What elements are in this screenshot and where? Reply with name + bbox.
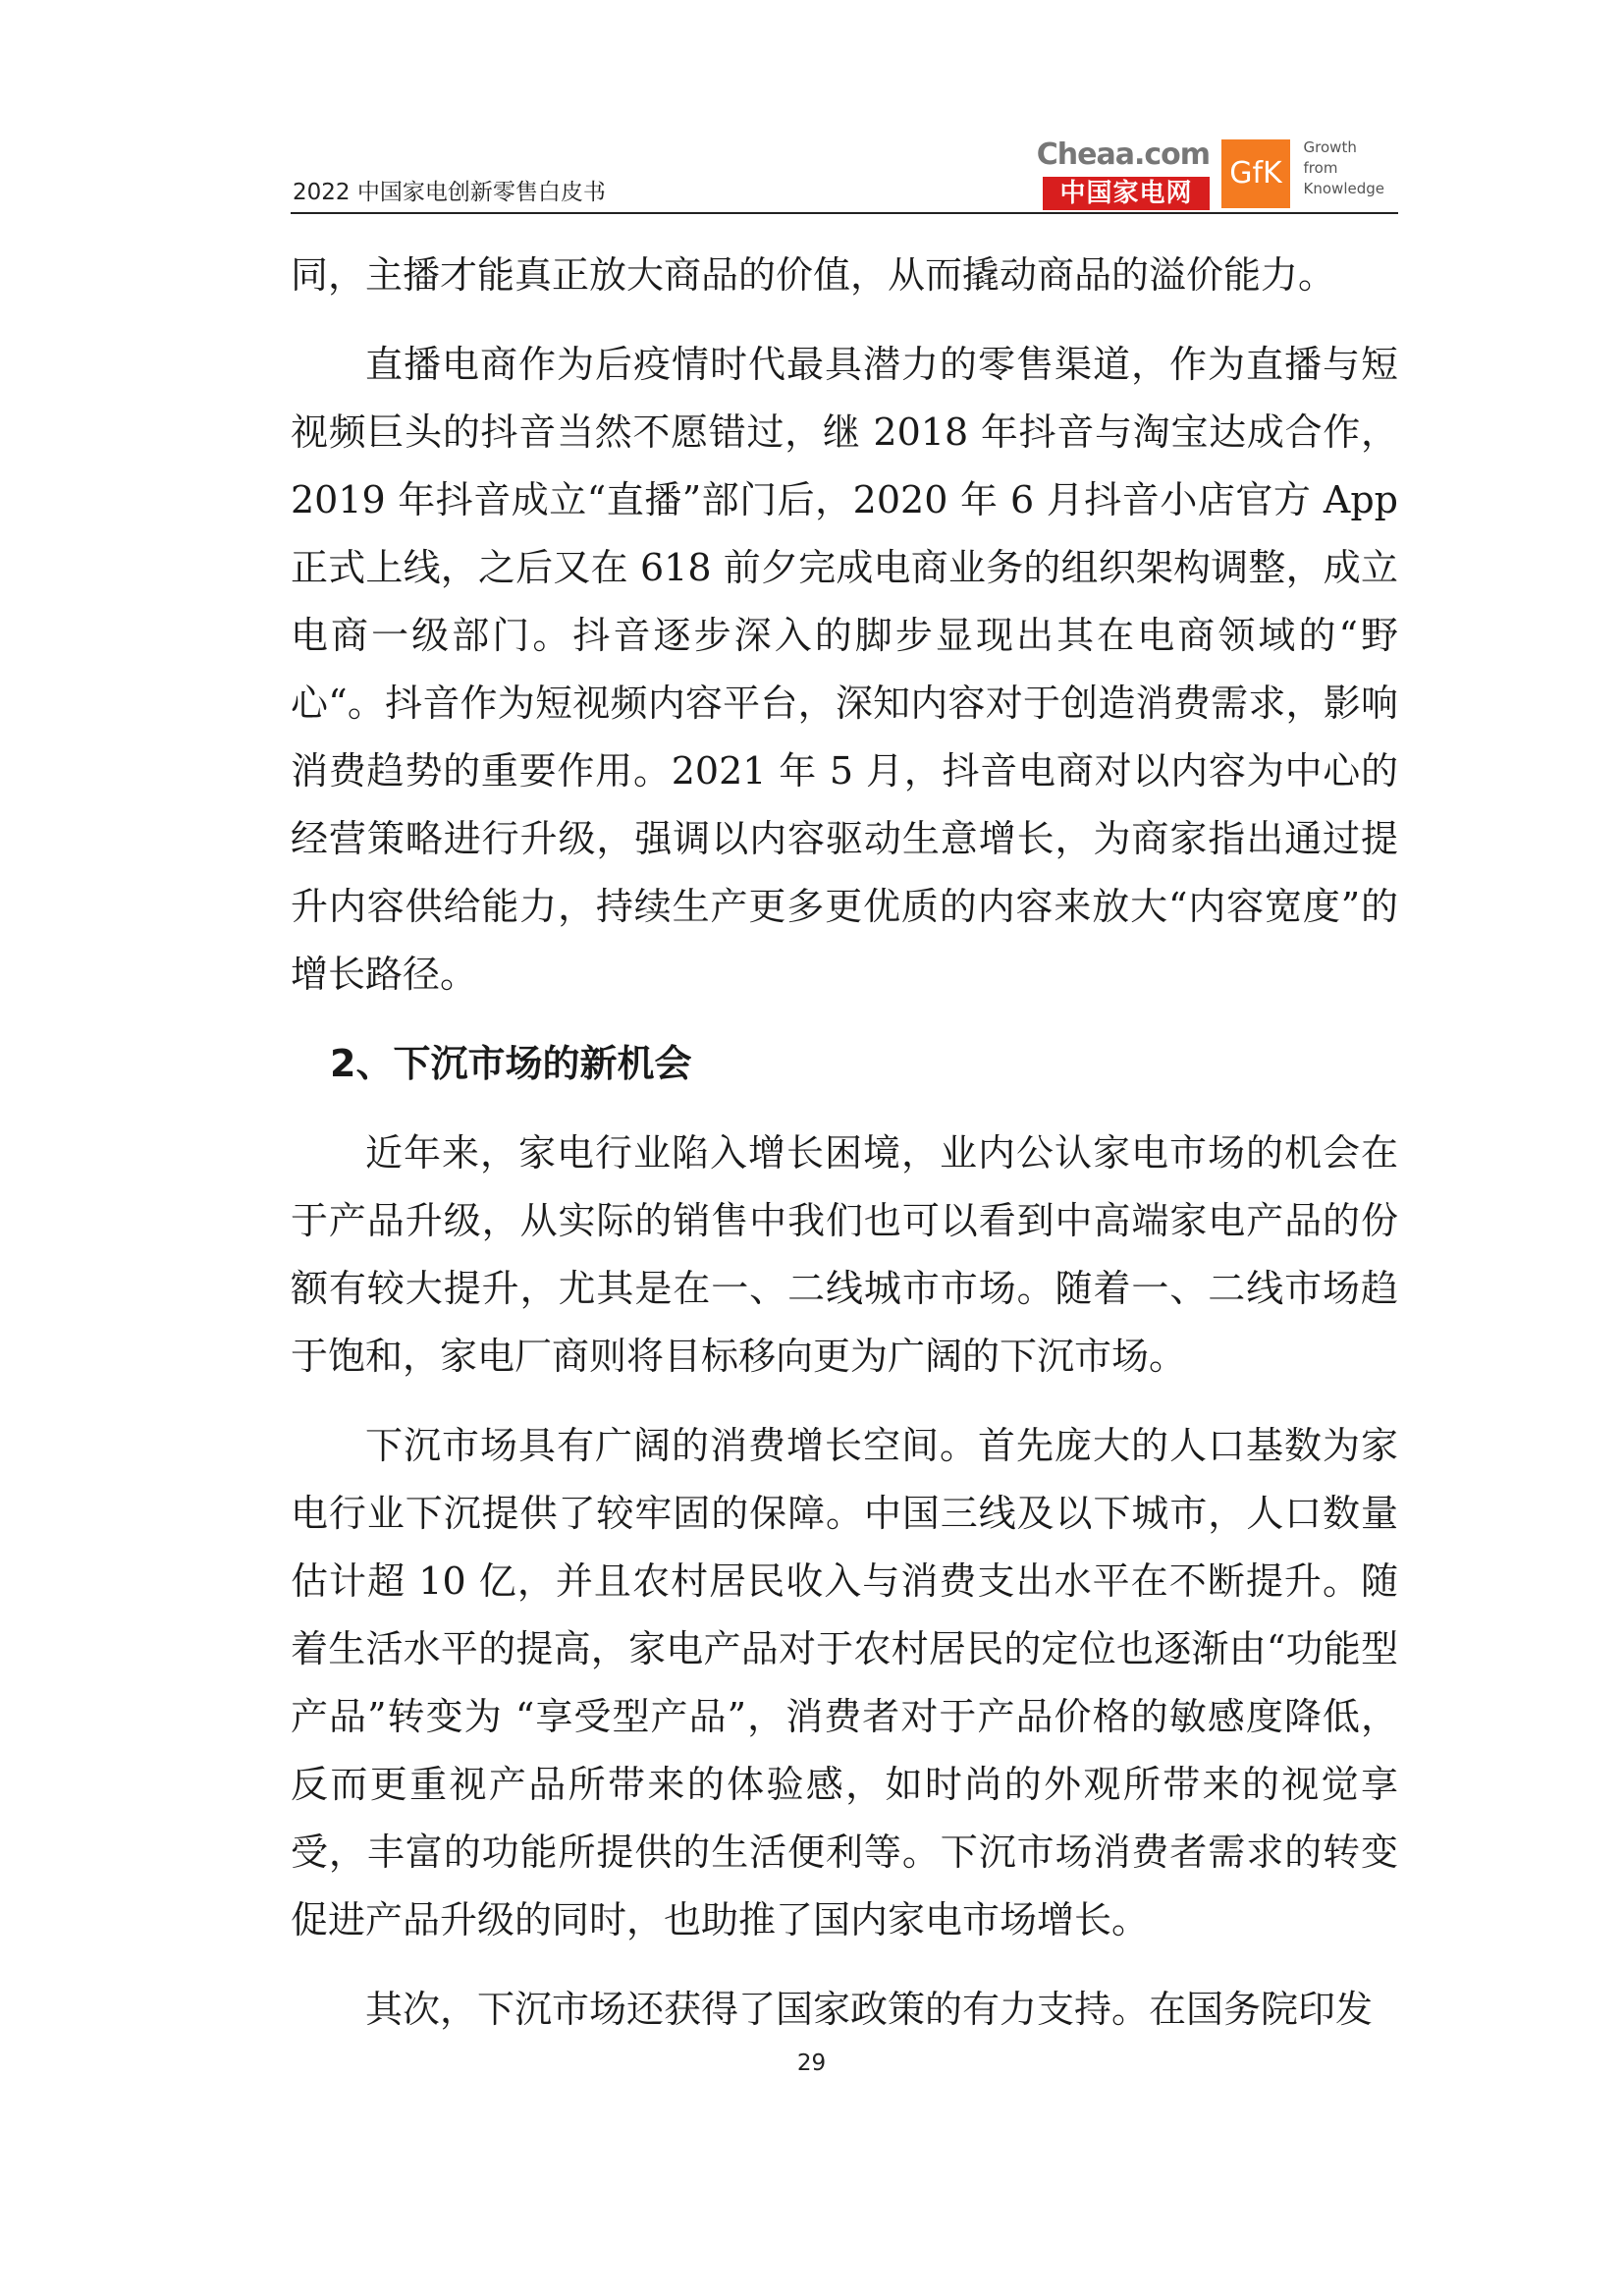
paragraph-livestream-ecommerce: 直播电商作为后疫情时代最具潜力的零售渠道，作为直播与短视频巨头的抖音当然不愿错过，继 2018 年抖音与淘宝达成合作，2019 年抖音成立“直播”部门后，2020 年 6 月抖音小店官方 App 正式上线，之后又在 618 前夕完成电商业务的组织架构调整，成立电商一级部门。抖音逐步深入的脚步显现出其在电商领域的“野心“。抖音作为短视频内容平台，深知内容对于创造消费需求，影响消费趋势的重要作用。2021 年 5 月，抖音电商对以内容为中心的经营策略进行升级，强调以内容驱动生意增长，为商家指出通过提升内容供给能力，持续生产更多更优质的内容来放大“内容宽度”的增长路径。 [291, 343, 1398, 996]
gfk-tagline [1304, 137, 1384, 199]
cheaa-logo-wordmark: Cheaa.com [1036, 137, 1210, 172]
paragraph-lower-tier-market: 下沉市场具有广阔的消费增长空间。首先庞大的人口基数为家电行业下沉提供了较牢固的保障。中国三线及以下城市，人口数量估计超 10 亿，并且农村居民收入与消费支出水平在不断提升。随着生活水平的提高，家电产品对于农村居民的定位也逐渐由“功能型产品”转变为 “享受型产品”，消费者对于产品价格的敏感度降低，反而更重视产品所带来的体验感，如时尚的外观所带来的视觉享受，丰富的功能所提供的生活便利等。下沉市场消费者需求的转变促进产品升级的同时，也助推了国内家电市场增长。 [291, 1424, 1398, 1941]
cheaa-logo [1037, 137, 1210, 210]
document-title: 2022 中国家电创新零售白皮书 [293, 180, 606, 205]
cheaa-logo-chinese: 中国家电网 [1043, 177, 1210, 210]
paragraph-industry-growth: 近年来，家电行业陷入增长困境，业内公认家电市场的机会在于产品升级，从实际的销售中我们也可以看到中高端家电产品的份额有较大提升，尤其是在一、二线城市市场。随着一、二线市场趋于饱和，家电厂商则将目标移向更为广阔的下沉市场。 [291, 1131, 1398, 1378]
paragraph-policy-support: 其次，下沉市场还获得了国家政策的有力支持。在国务院印发 [365, 1988, 1374, 2031]
gfk-logo: GfK [1221, 139, 1290, 208]
gfk-tagline-line: Knowledge [1303, 180, 1384, 197]
section-heading: 2、下沉市场的新机会 [330, 1042, 692, 1085]
gfk-tagline-line: from [1303, 159, 1338, 177]
page-header [291, 124, 1398, 214]
page-body [291, 242, 1398, 2044]
paragraph-continued: 同，主播才能真正放大商品的价值，从而撬动商品的溢价能力。 [291, 253, 1336, 297]
gfk-tagline-line: Growth [1303, 138, 1357, 156]
header-divider [291, 212, 1398, 214]
page-number: 29 [796, 2050, 827, 2076]
